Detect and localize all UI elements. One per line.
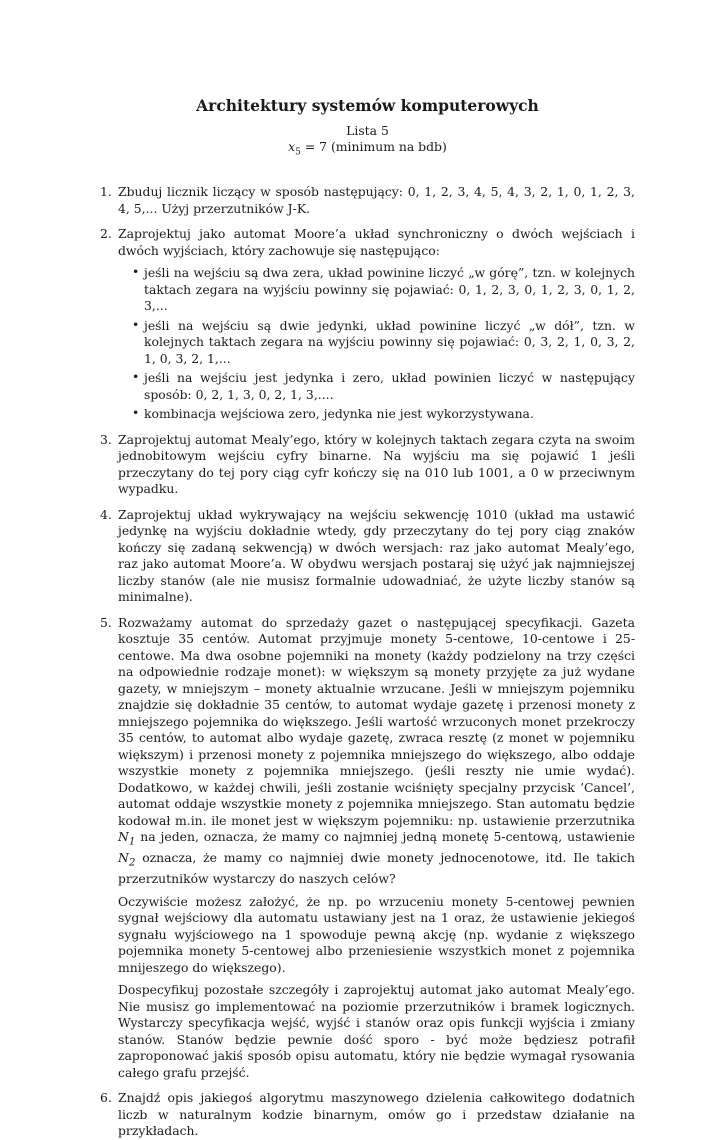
task-text: Zaprojektuj jako automat Moore’a układ synchroniczny o dwóch wejściach i dwóch wyjściach, który zachowuje się następująco: [118,226,635,258]
bullet-item: • jeśli na wejściu jest jedynka i zero, układ powinien liczyć w następujący sposób: 0, 2, 1, 3, 0, 2, 1, 3,.... [132,370,635,403]
task-1 [100,184,635,217]
task-text: Zaprojektuj automat Mealy’ego, który w kolejnych taktach zegara czyta na swoim jednobitowym wejściu cyfry binarne. Na wyjściu ma się pojawić 1 jeśli przeczytany do tej pory ciąg cyfr kończy się na 010 lub 1001, a 0 w przeciwnym wypadku. [118,431,635,497]
variable-symbol: $x_5$ [288,139,301,158]
task-paragraph: Oczywiście możesz założyć, że np. po wrzuceniu monety 5-centowej pewnien sygnał wejściowy dla automatu ustawiany jest na 1 oraz, że ustawienie jekiegoś sygnału wyjściowego na 1 spowoduje pewną akcję (np. wydanie z większego pojemnika monety 5-centowej albo przeniesienie wszystkich monet z pojemnika mnijeszego do większego). [118,893,635,975]
task-2 [100,226,635,423]
bullet-item: • jeśli na wejściu są dwie jedynki, układ powinine liczyć „w dół”, tzn. w kolejnych taktach zegara na wyjściu powinny się pojawiać: 0, 3, 2, 1, 0, 3, 2, 1, 0, 3, 2, 1,... [132,318,635,368]
list-label: Lista 5 [346,123,389,138]
task-number: 3. [100,431,112,447]
task-number: 4. [100,506,112,522]
task-number: 6. [100,1090,112,1106]
task-3 [100,432,635,498]
bullet-list [118,265,635,423]
task-text: Zaprojektuj układ wykrywający na wejściu sekwencję 1010 (układ ma ustawić jedynkę na wyjściu dokładnie wtedy, gdy przeczytany do tej pory ciąg znaków kończy się zadaną sekwencją) w dwóch wersjach: raz jako automat Mealy’ego, raz jako automat Moore’a. W obydwu wersjach postaraj się użyć jak najmniejszej liczby stanów (ale nie musisz formalnie udowadniać, że użyte liczby stanów są minimalne). [118,506,635,605]
task-list [100,184,635,1139]
task-number: 5. [100,614,112,630]
variable-line [100,139,635,160]
task-4 [100,507,635,606]
task-6 [100,1090,635,1140]
task-number: 1. [100,184,112,200]
n2-symbol: $N_2$ [118,850,136,869]
task-text: Zbuduj licznik liczący w sposób następujący: 0, 1, 2, 3, 4, 5, 4, 3, 2, 1, 0, 1, 2, 3, 4, 5,... Użyj przerzutników J-K. [118,184,635,216]
task-number: 2. [100,226,112,242]
bullet-item: • jeśli na wejściu są dwa zera, układ powinine liczyć „w górę”, tzn. w kolejnych taktach zegara na wyjściu powinny się pojawiać: 0, 1, 2, 3, 0, 1, 2, 3, 0, 1, 2, 3,... [132,265,635,315]
n1-symbol: $N_1$ [118,829,136,848]
document-title: Architektury systemów komputerowych [196,96,539,115]
task-paragraph: Dospecyfikuj pozostałe szczegóły i zaprojektuj automat jako automat Mealy’ego. Nie musisz go implementować na poziomie przerzutników i bramek logicznych. Wystarczy specyfikacja wejść, wyjść i stanów oraz opis funkcji wyjścia i zmiany stanów. Stanów będzie pewnie dość sporo - być może będziesz potrafił zaproponować jakiś sposób opisu automatu, który nie będzie wymagał rysowania całego grafu przejść. [118,982,635,1080]
bullet-item: • kombinacja wejściowa zero, jedynka nie jest wykorzystywana. [132,406,635,423]
variable-value: = 7 (minimum na bdb) [300,139,447,154]
task-paragraph: Rozważamy automat do sprzedaży gazet o następującej specyfikacji. Gazeta kosztuje 35 centów. Automat przyjmuje monety 5-centowe, 10-centowe i 25-centowe. Ma dwa osobne pojemniki na monety (każdy podzielony na trzy części na odpowiednie rodzaje monet): w większym są monety przyjęte za już wydane gazety, w mniejszym – monety aktualnie wrzucane. Jeśli w mniejszym pojemniku znajdzie się dokładnie 35 centów, to automat wydaje gazetę i przenosi monety z mniejszego pojemnika do większego. Jeśli wartość wrzuconych monet przekroczy 35 centów, to automat albo wydaje gazetę, zwraca resztę (z monet w pojemniku większym) i przenosi monety z pojemnika mniejszego do większego, albo oddaje wszystkie monety z pojemnika mniejszego. (jeśli reszty nie umie wydać). Dodatkowo, w każdej chwili, jeśli zostanie wciśnięty specjalny przycisk ’Cancel’, automat oddaje wszystkie monety z pojemnika mniejszego. Stan automatu będzie kodował m.in. ile monet jest w większym pojemniku: np. ustawienie przerzutnika $N_1$ na jeden, oznacza, że mamy co najmniej jedną monetę 5-centową, ustawienie $N_2$ oznacza, że mamy co najmniej dwie monety jednocenotowe, itd. Ile takich przerzutników wystarczy do naszych celów? [118,614,635,887]
task-5 [100,615,635,1081]
task-text: Znajdź opis jakiegoś algorytmu maszynowego dzielenia całkowitego dodatnich liczb w naturalnym kodzie binarnym, omów go i przedstaw działanie na przykładach. [118,1090,635,1139]
